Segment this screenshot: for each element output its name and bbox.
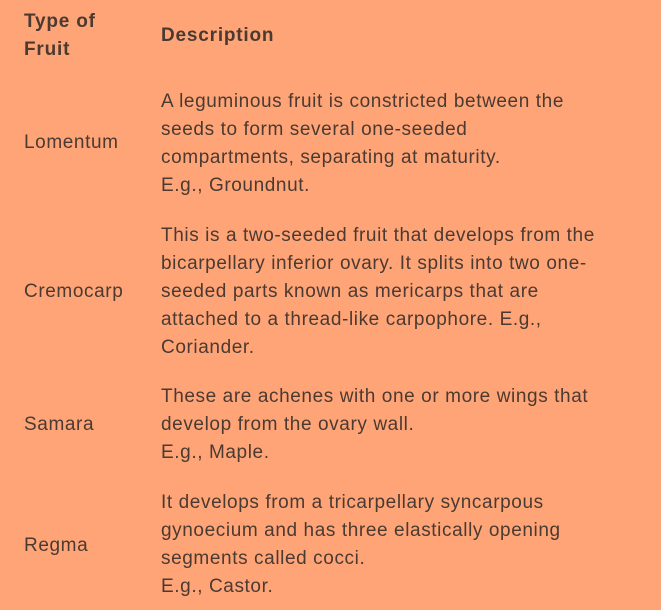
row-3-desc-line-2: develop from the ovary wall.: [161, 414, 415, 435]
row-2-desc-line-3: seeded parts known as mericarps that are: [161, 281, 539, 302]
row-1-description: [161, 88, 564, 200]
row-2-description: [161, 222, 595, 362]
row-1-desc-line-2: seeds to form several one-seeded: [161, 119, 468, 140]
row-2-type: Cremocarp: [24, 281, 124, 302]
header-type-of-fruit: [24, 8, 96, 64]
row-2-desc-line-2: bicarpellary inferior ovary. It splits into two one-: [161, 253, 587, 274]
row-4-desc-line-2: gynoecium and has three elastically opening: [161, 520, 561, 541]
row-1-desc-line-3: compartments, separating at maturity.: [161, 147, 501, 168]
row-3-description: [161, 383, 588, 467]
header-type-line-1: Type of: [24, 11, 96, 32]
row-2-desc-line-5: Coriander.: [161, 337, 255, 358]
header-type-line-2: Fruit: [24, 39, 71, 60]
row-4-description: [161, 489, 561, 601]
row-1-desc-line-1: A leguminous fruit is constricted between the: [161, 91, 564, 112]
row-4-desc-line-3: segments called cocci.: [161, 548, 366, 569]
row-1-type: Lomentum: [24, 132, 119, 153]
header-description: Description: [161, 25, 275, 46]
row-2-desc-line-4: attached to a thread-like carpophore. E.g.,: [161, 309, 542, 330]
row-3-desc-line-3: E.g., Maple.: [161, 442, 270, 463]
row-3-type: Samara: [24, 414, 95, 435]
row-4-type: Regma: [24, 535, 89, 556]
row-1-desc-line-4: E.g., Groundnut.: [161, 175, 311, 196]
row-4-desc-line-1: It develops from a tricarpellary syncarpous: [161, 492, 544, 513]
row-3-desc-line-1: These are achenes with one or more wings that: [161, 386, 589, 407]
row-2-desc-line-1: This is a two-seeded fruit that develops from the: [161, 225, 595, 246]
row-4-desc-line-4: E.g., Castor.: [161, 576, 274, 597]
